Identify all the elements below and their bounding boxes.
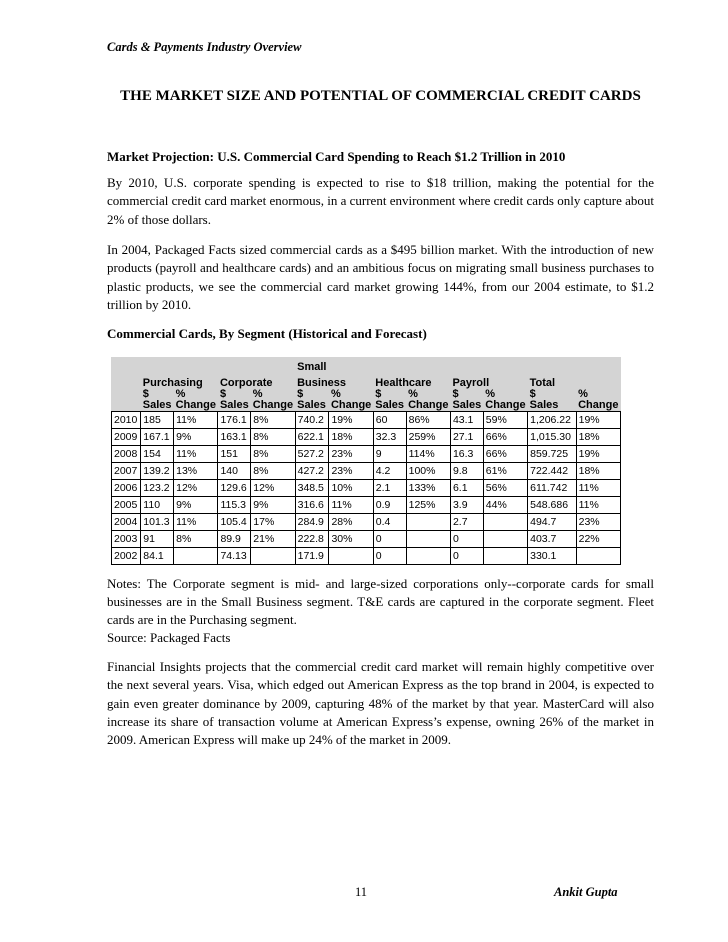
segment-small-business: Business <box>297 377 347 389</box>
table-cell: 133% <box>406 480 450 497</box>
header-row-small <box>112 357 621 373</box>
table-cell: 19% <box>576 446 620 463</box>
table-cell-year: 2006 <box>112 480 141 497</box>
segment-total: Total <box>529 377 556 389</box>
table-cell-year: 2009 <box>112 429 141 446</box>
table-cell: 9.8 <box>450 463 483 480</box>
table-row <box>112 446 621 463</box>
table-cell: 19% <box>576 412 620 429</box>
table-cell: 316.6 <box>295 497 329 514</box>
table-cell: 91 <box>141 531 174 548</box>
table-cell-year: 2005 <box>112 497 141 514</box>
table-cell <box>329 548 373 565</box>
table-cell: 548.686 <box>528 497 577 514</box>
table-cell: 18% <box>329 429 373 446</box>
table-cell: 330.1 <box>528 548 577 565</box>
table-cell <box>483 548 527 565</box>
table-cell-year: 2003 <box>112 531 141 548</box>
table-cell: 17% <box>251 514 295 531</box>
table-cell: 2.7 <box>450 514 483 531</box>
table-cell: 140 <box>218 463 251 480</box>
table-cell: 18% <box>576 429 620 446</box>
table-cell: 11% <box>576 480 620 497</box>
table-cell: 859.725 <box>528 446 577 463</box>
table-cell: 622.1 <box>295 429 329 446</box>
table-cell: 100% <box>406 463 450 480</box>
table-cell: 23% <box>576 514 620 531</box>
table-cell: 43.1 <box>450 412 483 429</box>
table-cell: 66% <box>483 429 527 446</box>
table-cell: 30% <box>329 531 373 548</box>
table-cell: 2.1 <box>373 480 406 497</box>
table-cell: 56% <box>483 480 527 497</box>
unit-dollar: $ Sales <box>452 388 482 411</box>
table-cell: 222.8 <box>295 531 329 548</box>
table-cell <box>406 514 450 531</box>
unit-pct: % Change <box>408 388 449 411</box>
table-notes <box>107 575 654 647</box>
table-cell: 0 <box>450 548 483 565</box>
table-cell: 23% <box>329 446 373 463</box>
segment-corporate: Corporate <box>219 377 273 389</box>
table-body <box>112 412 621 565</box>
table-cell: 9 <box>373 446 406 463</box>
table-cell: 101.3 <box>141 514 174 531</box>
table-cell: 171.9 <box>295 548 329 565</box>
table-cell <box>483 531 527 548</box>
table-cell: 167.1 <box>141 429 174 446</box>
table-cell: 105.4 <box>218 514 251 531</box>
table-cell: 22% <box>576 531 620 548</box>
table-cell: 0.4 <box>373 514 406 531</box>
unit-dollar: $ Sales <box>375 388 405 411</box>
unit-dollar: $ Sales <box>529 388 559 411</box>
table-cell-year: 2010 <box>112 412 141 429</box>
table-cell: 4.2 <box>373 463 406 480</box>
table-cell: 0 <box>373 531 406 548</box>
table-cell: 27.1 <box>450 429 483 446</box>
table-cell: 259% <box>406 429 450 446</box>
section-subtitle: Market Projection: U.S. Commercial Card Spending to Reach $1.2 Trillion in 2010 <box>107 149 566 164</box>
commercial-cards-table <box>111 357 621 562</box>
unit-dollar: $ Sales <box>142 388 172 411</box>
table-cell: 59% <box>483 412 527 429</box>
table-cell: 60 <box>373 412 406 429</box>
paragraph-3: Financial Insights projects that the commercial credit card market will remain highly competitive over the next several years. Visa, which edged out American Express as the top brand in 2004, is expected to gain even greater dominance by 2009, capturing 48% of the market by that year. MasterCard will also increase its share of transaction volume at American Express’s expense, owning 26% of the market in 2009. American Express will make up 24% of the market in 2009. <box>107 659 654 748</box>
header-row-segments <box>112 373 621 389</box>
table-cell: 8% <box>251 412 295 429</box>
table-cell: 427.2 <box>295 463 329 480</box>
table-cell: 740.2 <box>295 412 329 429</box>
unit-dollar: $ Sales <box>219 388 249 411</box>
table-cell: 185 <box>141 412 174 429</box>
table-cell <box>251 548 295 565</box>
header-row-units <box>112 389 621 412</box>
table-cell: 6.1 <box>450 480 483 497</box>
table-cell-year: 2002 <box>112 548 141 565</box>
page-number: 11 <box>355 885 368 899</box>
table-caption: Commercial Cards, By Segment (Historical and Forecast) <box>107 326 427 341</box>
table-cell-year: 2008 <box>112 446 141 463</box>
table-cell: 0.9 <box>373 497 406 514</box>
table-cell: 74.13 <box>218 548 251 565</box>
table-cell: 18% <box>576 463 620 480</box>
table-cell: 12% <box>251 480 295 497</box>
table-cell: 284.9 <box>295 514 329 531</box>
table-row <box>112 497 621 514</box>
segment-data-table <box>111 357 621 565</box>
table-cell: 61% <box>483 463 527 480</box>
table-cell: 151 <box>218 446 251 463</box>
table-cell: 19% <box>329 412 373 429</box>
table-cell: 139.2 <box>141 463 174 480</box>
table-cell: 110 <box>141 497 174 514</box>
table-cell: 154 <box>141 446 174 463</box>
footer-author: Ankit Gupta <box>554 885 618 899</box>
table-cell <box>406 531 450 548</box>
table-cell: 23% <box>329 463 373 480</box>
table-cell: 163.1 <box>218 429 251 446</box>
table-cell: 0 <box>450 531 483 548</box>
table-cell: 403.7 <box>528 531 577 548</box>
table-cell: 129.6 <box>218 480 251 497</box>
table-cell: 1,206.22 <box>528 412 577 429</box>
page-title: THE MARKET SIZE AND POTENTIAL OF COMMERCIAL CREDIT CARDS <box>120 88 641 104</box>
table-cell: 9% <box>251 497 295 514</box>
source-text: Source: Packaged Facts <box>107 630 231 645</box>
table-cell: 66% <box>483 446 527 463</box>
table-cell: 1,015.30 <box>528 429 577 446</box>
table-row <box>112 531 621 548</box>
table-cell: 8% <box>251 429 295 446</box>
table-cell: 115.3 <box>218 497 251 514</box>
table-cell: 8% <box>174 531 218 548</box>
table-cell: 89.9 <box>218 531 251 548</box>
table-cell-year: 2004 <box>112 514 141 531</box>
table-cell-year: 2007 <box>112 463 141 480</box>
table-cell <box>483 514 527 531</box>
table-cell: 494.7 <box>528 514 577 531</box>
table-row <box>112 412 621 429</box>
unit-pct: % Change <box>175 388 216 411</box>
table-cell <box>406 548 450 565</box>
table-cell: 123.2 <box>141 480 174 497</box>
table-cell: 16.3 <box>450 446 483 463</box>
segment-healthcare: Healthcare <box>375 377 432 389</box>
table-cell: 348.5 <box>295 480 329 497</box>
table-cell <box>174 548 218 565</box>
table-cell: 11% <box>174 446 218 463</box>
table-cell: 8% <box>251 463 295 480</box>
table-cell: 114% <box>406 446 450 463</box>
table-cell: 3.9 <box>450 497 483 514</box>
table-cell: 84.1 <box>141 548 174 565</box>
table-row <box>112 514 621 531</box>
table-cell: 28% <box>329 514 373 531</box>
unit-pct: % Change <box>485 388 526 411</box>
table-row <box>112 429 621 446</box>
table-cell: 722.442 <box>528 463 577 480</box>
table-cell: 32.3 <box>373 429 406 446</box>
segment-small: Small <box>297 361 327 373</box>
table-cell: 10% <box>329 480 373 497</box>
running-header: Cards & Payments Industry Overview <box>107 40 302 54</box>
table-row <box>112 463 621 480</box>
table-cell: 611.742 <box>528 480 577 497</box>
unit-dollar: $ Sales <box>297 388 326 411</box>
table-cell: 8% <box>251 446 295 463</box>
segment-payroll: Payroll <box>452 377 490 389</box>
table-cell: 527.2 <box>295 446 329 463</box>
table-cell: 176.1 <box>218 412 251 429</box>
table-row <box>112 480 621 497</box>
table-cell: 11% <box>576 497 620 514</box>
table-cell: 13% <box>174 463 218 480</box>
table-cell: 9% <box>174 429 218 446</box>
table-cell: 11% <box>174 412 218 429</box>
table-cell: 125% <box>406 497 450 514</box>
notes-text: Notes: The Corporate segment is mid- and large-sized corporations only--corporate cards for small businesses are in the Small Business segment. T&E cards are captured in the corporate segment. Fleet cards are in the Purchasing segment. <box>107 576 654 627</box>
unit-pct: % Change <box>252 388 294 411</box>
unit-pct: % Change <box>330 388 372 411</box>
table-cell: 11% <box>329 497 373 514</box>
table-cell: 11% <box>174 514 218 531</box>
table-cell <box>576 548 620 565</box>
table-cell: 12% <box>174 480 218 497</box>
table-cell: 86% <box>406 412 450 429</box>
table-row <box>112 548 621 565</box>
paragraph-1: By 2010, U.S. corporate spending is expected to rise to $18 trillion, making the potential for the commercial credit card market enormous, in a current environment where credit cards only capture about 2% of those dollars. <box>107 175 654 227</box>
table-cell: 21% <box>251 531 295 548</box>
table-cell: 44% <box>483 497 527 514</box>
paragraph-2: In 2004, Packaged Facts sized commercial cards as a $495 billion market. With the introduction of new products (payroll and healthcare cards) and an ambitious focus on migrating small business purchases to plastic products, we see the commercial card market growing 144%, from our 2004 estimate, to $1.2 trillion by 2010. <box>107 242 654 312</box>
table-cell: 9% <box>174 497 218 514</box>
segment-purchasing: Purchasing <box>142 377 203 389</box>
table-cell: 0 <box>373 548 406 565</box>
unit-pct: % Change <box>578 388 619 411</box>
